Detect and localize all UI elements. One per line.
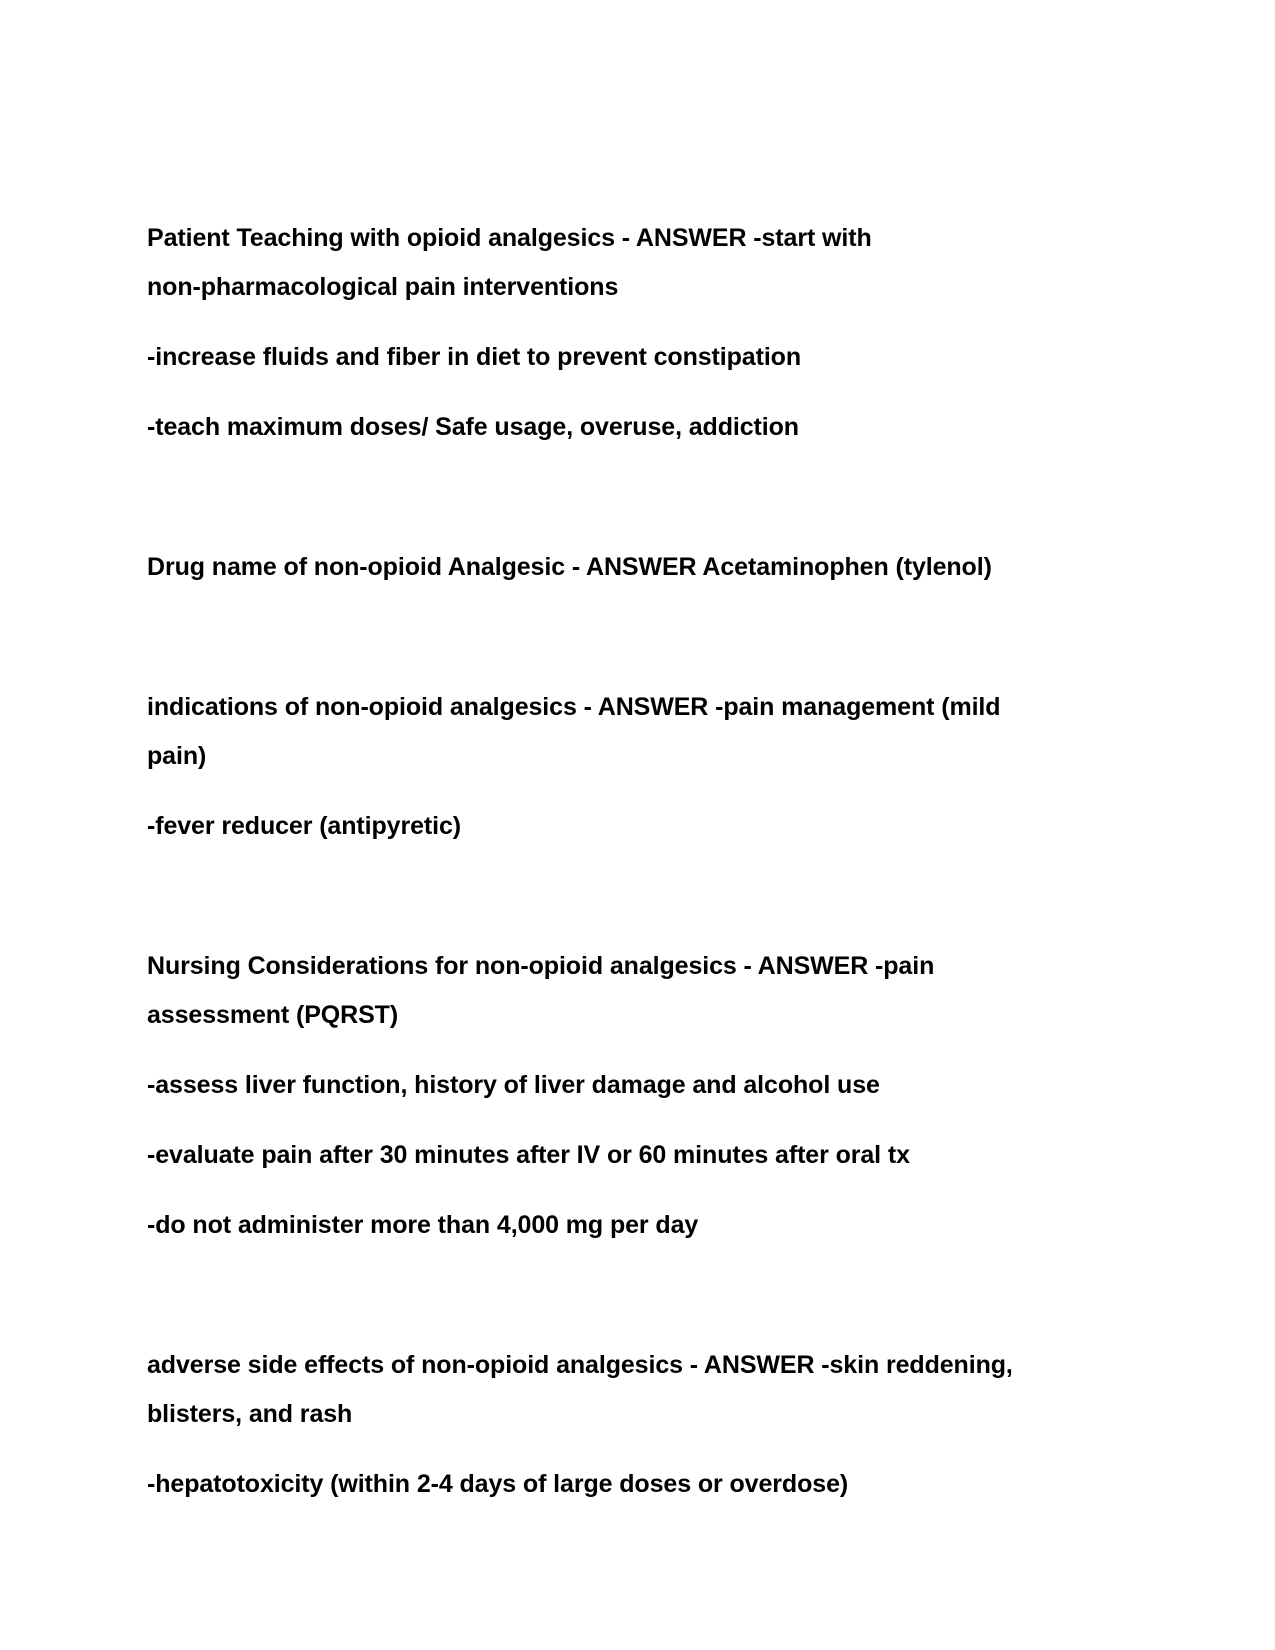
section-heading-line: indications of non-opioid analgesics - ANSWER -pain management (mild	[147, 693, 1001, 721]
bullet-line: -increase fluids and fiber in diet to prevent constipation	[147, 343, 802, 371]
section-heading-continuation: non-pharmacological pain interventions	[147, 273, 619, 301]
bullet-line: -hepatotoxicity (within 2-4 days of large doses or overdose)	[147, 1470, 849, 1498]
section-heading-continuation: pain)	[147, 742, 207, 770]
section-heading-continuation: blisters, and rash	[147, 1400, 353, 1428]
section-heading-line: adverse side effects of non-opioid analgesics - ANSWER -skin reddening,	[147, 1351, 1013, 1379]
section-heading-line: Nursing Considerations for non-opioid analgesics - ANSWER -pain	[147, 952, 935, 980]
section-heading-continuation: assessment (PQRST)	[147, 1001, 399, 1029]
bullet-line: -evaluate pain after 30 minutes after IV or 60 minutes after oral tx	[147, 1141, 910, 1169]
bullet-line: -teach maximum doses/ Safe usage, overuse, addiction	[147, 413, 799, 441]
bullet-line: -fever reducer (antipyretic)	[147, 812, 461, 840]
section-heading-line: Drug name of non-opioid Analgesic - ANSWER Acetaminophen (tylenol)	[147, 553, 992, 581]
bullet-line: -assess liver function, history of liver damage and alcohol use	[147, 1071, 880, 1099]
section-heading-line: Patient Teaching with opioid analgesics - ANSWER -start with	[147, 224, 872, 252]
bullet-line: -do not administer more than 4,000 mg per day	[147, 1211, 699, 1239]
